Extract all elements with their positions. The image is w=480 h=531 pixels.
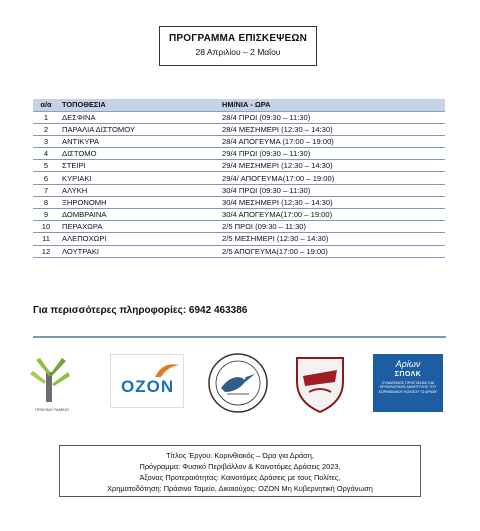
table-row <box>33 160 445 172</box>
table-row <box>33 148 445 160</box>
row-number: 12 <box>33 245 59 257</box>
row-datetime: 28/4 ΜΕΣΗΜΕΡΙ (12:30 – 14:30) <box>219 123 445 135</box>
table-row <box>33 111 445 123</box>
row-number: 9 <box>33 209 59 221</box>
row-number: 7 <box>33 184 59 196</box>
table-row <box>33 233 445 245</box>
row-datetime: 2/5 ΑΠΟΓΕΥΜΑ(17:00 – 19:00) <box>219 245 445 257</box>
arion-logo <box>373 354 443 412</box>
row-datetime: 30/4 ΜΕΣΗΜΕΡΙ (12:30 – 14:30) <box>219 196 445 208</box>
column-header-number: α/α <box>33 99 59 111</box>
row-number: 1 <box>33 111 59 123</box>
row-number: 8 <box>33 196 59 208</box>
row-datetime: 29/4 ΠΡΩΙ (09:30 – 11:30) <box>219 148 445 160</box>
row-location: ΚΥΡΙΑΚΙ <box>59 172 219 184</box>
row-datetime: 2/5 ΠΡΩΙ (09:30 – 11:30) <box>219 221 445 233</box>
row-datetime: 28/4 ΠΡΩΙ (09:30 – 11:30) <box>219 111 445 123</box>
row-location: ΔΙΣΤΟΜΟ <box>59 148 219 160</box>
tree-icon <box>26 354 78 404</box>
arion-name: Αρίων <box>395 359 421 369</box>
row-number: 2 <box>33 123 59 135</box>
column-header-location: ΤΟΠΟΘΕΣΙΑ <box>59 99 219 111</box>
table-row <box>33 123 445 135</box>
row-location: ΞΗΡΟΝΟΜΗ <box>59 196 219 208</box>
footer-line-4: Χρηματοδότηση: Πράσινο Ταμείο, Δικαιούχος: OZON Μη Κυβερνητική Οργάνωση <box>107 484 373 493</box>
page-title: ΠΡΟΓΡΑΜΜΑ ΕΠΙΣΚΕΨΕΩΝ <box>168 33 308 44</box>
row-number: 11 <box>33 233 59 245</box>
table-row <box>33 209 445 221</box>
table-row <box>33 196 445 208</box>
row-number: 3 <box>33 135 59 147</box>
row-location: ΠΕΡΑΧΩΡΑ <box>59 221 219 233</box>
table-row <box>33 172 445 184</box>
footer-line-3: Άξονας Προτεραιότητας: Καινοτόμες Δράσεις με τους Πολίτες, <box>139 473 341 482</box>
row-number: 5 <box>33 160 59 172</box>
seal-logo <box>207 352 269 414</box>
table-row <box>33 135 445 147</box>
row-datetime: 29/4/ ΑΠΟΓΕΥΜΑ(17:00 – 19:00) <box>219 172 445 184</box>
row-datetime: 28/4 ΑΠΟΓΕΥΜΑ (17:00 – 19:00) <box>219 135 445 147</box>
row-datetime: 29/4 ΜΕΣΗΜΕΡΙ (12:30 – 14:30) <box>219 160 445 172</box>
row-location: ΔΟΜΒΡΑΙΝΑ <box>59 209 219 221</box>
column-header-datetime: ΗΜ/ΝΙΑ - ΩΡΑ <box>219 99 445 111</box>
row-location: ΛΟΥΤΡΑΚΙ <box>59 245 219 257</box>
shield-logo <box>293 352 347 414</box>
ozon-wordmark: OZON <box>121 377 175 396</box>
arion-abbr: ΣΠΟΛΚ <box>394 371 422 378</box>
prasino-caption: ΠΡΑΣΙΝΟ ΤΑΜΕΙΟ <box>35 407 69 412</box>
page-subtitle: 28 Απριλίου – 2 Μαΐου <box>195 47 281 57</box>
table-row <box>33 245 445 257</box>
arion-description: ΣΥΝΔΕΣΜΟΣ ΠΡΟΣΤΑΣΙΑΣ ΚΑΙ ΟΡΘΟΛΟΓΙΚΗΣ ΑΝΑΠΤΥΞΗΣ ΤΟΥ ΚΟΡΙΝΘΙΑΚΟΥ ΚΟΛΠΟΥ "Ο ΑΡΙΩΝ" <box>378 381 438 394</box>
row-number: 6 <box>33 172 59 184</box>
shield-icon <box>293 352 347 414</box>
row-number: 10 <box>33 221 59 233</box>
table-header-row <box>33 99 445 111</box>
row-datetime: 30/4 ΑΠΟΓΕΥΜΑ(17:00 – 19:00) <box>219 209 445 221</box>
row-location: ΣΤΕΙΡΙ <box>59 160 219 172</box>
row-location: ΔΕΣΦΙΝΑ <box>59 111 219 123</box>
table-row <box>33 184 445 196</box>
row-location: ΑΝΤΙΚΥΡΑ <box>59 135 219 147</box>
footer-line-2: Πρόγραμμα: Φυσικό Περιβάλλον & Καινοτόμες Δράσεις 2023, <box>139 462 341 471</box>
prasino-tameio-logo <box>26 354 78 412</box>
row-number: 4 <box>33 148 59 160</box>
title-box <box>159 26 317 66</box>
funding-footer <box>59 445 421 497</box>
contact-info: Για περισσότερες πληροφορίες: 6942 463386 <box>33 305 248 316</box>
footer-line-1: Τίτλος Έργου: Κορινθιακός – Ώρα για Δράση, <box>166 451 314 460</box>
row-datetime: 2/5 ΜΕΣΗΜΕΡΙ (12:30 – 14:30) <box>219 233 445 245</box>
divider <box>33 336 446 338</box>
ozon-logo <box>110 354 184 408</box>
kingfisher-seal-icon <box>207 352 269 414</box>
table-row <box>33 221 445 233</box>
row-location: ΑΛΕΠΟΧΩΡΙ <box>59 233 219 245</box>
row-location: ΠΑΡΑΛΙΑ ΔΙΣΤΟΜΟΥ <box>59 123 219 135</box>
row-datetime: 30/4 ΠΡΩΙ (09:30 – 11:30) <box>219 184 445 196</box>
schedule-table <box>33 99 445 258</box>
row-location: ΑΛΥΚΗ <box>59 184 219 196</box>
